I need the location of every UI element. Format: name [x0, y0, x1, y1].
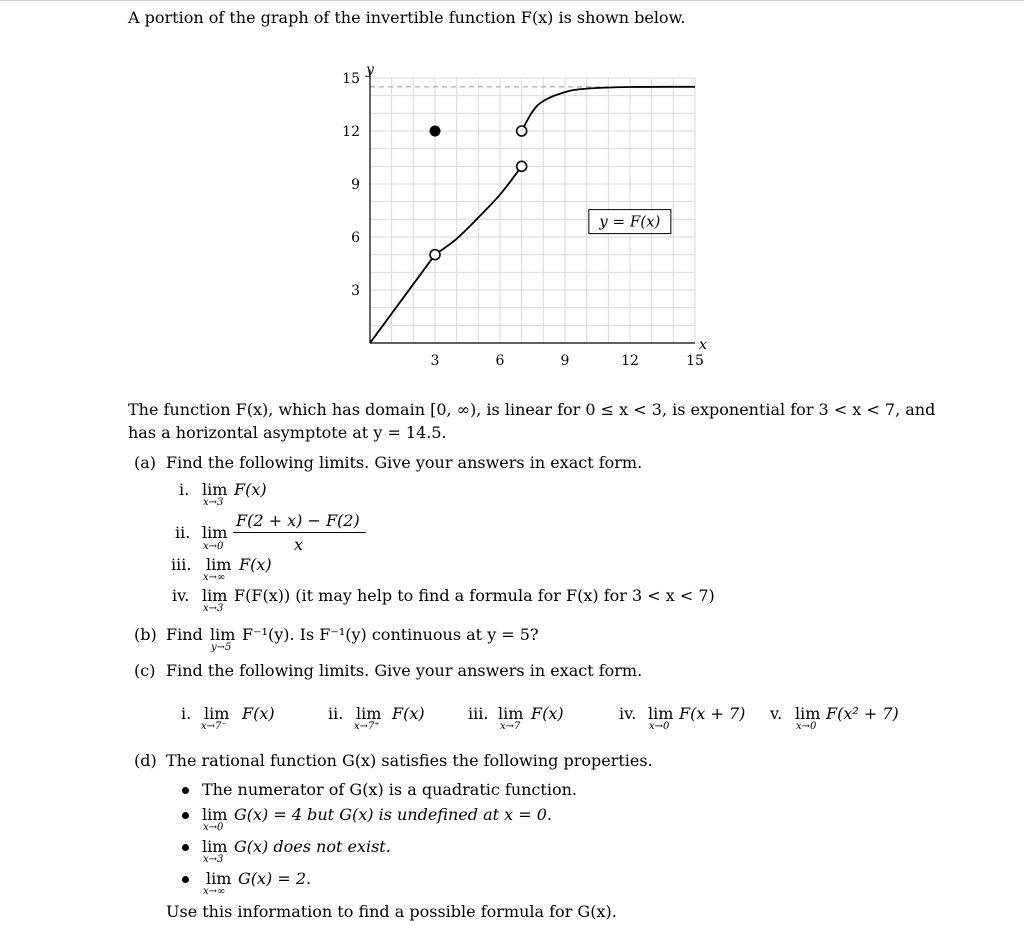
part-a-label: (a)	[134, 453, 157, 472]
y-tick-label: 15	[342, 71, 360, 87]
y-axis-label: y	[366, 62, 374, 78]
a-ii-lim: lim	[202, 523, 228, 542]
y-tick-label: 3	[351, 283, 360, 299]
c-iv-sub: x→0	[649, 721, 670, 732]
c-v-sub: x→0	[796, 721, 817, 732]
top-rule	[0, 0, 1024, 1]
c-iv-lim: lim	[648, 704, 674, 723]
curve-linear	[370, 255, 435, 343]
a-ii-denominator: x	[294, 535, 304, 554]
d-b2-lim: lim	[202, 805, 228, 824]
a-ii-sub: x→0	[203, 541, 224, 552]
closed-point	[430, 126, 441, 137]
d-final-text: Use this information to find a possible formula for G(x).	[166, 902, 617, 921]
c-i-number: i.	[181, 704, 192, 723]
c-iv-number: iv.	[619, 704, 637, 723]
x-tick-label: 3	[430, 353, 440, 369]
part-b-label: (b)	[134, 625, 157, 644]
a-iv-number: iv.	[172, 586, 190, 605]
d-b4-sub: x→∞	[203, 886, 226, 897]
d-b4-expr: G(x) = 2.	[238, 869, 312, 888]
d-bullet-1-text: The numerator of G(x) is a quadratic function.	[202, 780, 577, 799]
a-ii-number: ii.	[175, 523, 191, 542]
part-b-find: Find	[166, 625, 203, 644]
open-point	[517, 161, 527, 171]
a-iii-expr: F(x)	[239, 555, 272, 574]
part-b-expr: F⁻¹(y). Is F⁻¹(y) continuous at y = 5?	[242, 625, 539, 644]
part-b-lim: lim	[210, 625, 236, 644]
part-d-label: (d)	[134, 751, 157, 770]
a-iii-number: iii.	[171, 555, 192, 574]
d-b2-sub: x→0	[203, 822, 224, 833]
part-a-text: Find the following limits. Give your answers in exact form.	[166, 453, 643, 472]
c-ii-sub: x→7⁺	[354, 721, 380, 732]
a-iv-expr: F(F(x)) (it may help to find a formula for F(x) for 3 < x < 7)	[234, 586, 715, 605]
part-c-label: (c)	[134, 661, 156, 680]
x-tick-label: 9	[560, 353, 570, 369]
c-iii-sub: x→7	[500, 721, 521, 732]
c-iii-number: iii.	[468, 704, 489, 723]
legend	[589, 210, 671, 234]
c-ii-lim: lim	[356, 704, 382, 723]
bullet-1	[182, 787, 189, 794]
c-i-sub: x→7⁻	[201, 721, 227, 732]
c-iii-expr: F(x)	[531, 704, 564, 723]
a-i-number: i.	[179, 480, 190, 499]
d-b4-lim: lim	[206, 869, 232, 888]
a-iii-sub: x→∞	[203, 572, 226, 583]
d-b3-expr: G(x) does not exist.	[234, 837, 391, 856]
function-graph	[330, 48, 710, 378]
a-i-lim: lim	[202, 480, 228, 499]
a-i-expr: F(x)	[234, 480, 267, 499]
part-b-sub: y→5	[211, 642, 232, 653]
bullet-4	[182, 876, 189, 883]
open-point	[430, 250, 440, 260]
c-i-expr: F(x)	[242, 704, 275, 723]
c-v-number: v.	[770, 704, 783, 723]
c-ii-expr: F(x)	[392, 704, 425, 723]
d-b3-lim: lim	[202, 837, 228, 856]
c-v-expr: F(x² + 7)	[826, 704, 899, 723]
y-tick-label: 9	[351, 177, 360, 193]
d-b2-expr: G(x) = 4 but G(x) is undefined at x = 0.	[234, 805, 552, 824]
a-iv-lim: lim	[202, 586, 228, 605]
a-ii-numerator: F(2 + x) − F(2)	[236, 511, 360, 530]
intro-text: A portion of the graph of the invertible function F(x) is shown below.	[128, 8, 686, 27]
x-tick-label: 15	[686, 353, 704, 369]
description-line-2: has a horizontal asymptote at y = 14.5.	[128, 423, 447, 442]
y-tick-label: 6	[351, 230, 360, 246]
part-c-text: Find the following limits. Give your answers in exact form.	[166, 661, 643, 680]
c-iv-expr: F(x + 7)	[679, 704, 746, 723]
a-iii-lim: lim	[206, 555, 232, 574]
d-b3-sub: x→3	[203, 854, 224, 865]
x-tick-label: 12	[621, 353, 639, 369]
bullet-2	[182, 812, 189, 819]
c-i-lim: lim	[204, 704, 230, 723]
x-axis-label: x	[699, 337, 707, 353]
legend-label: y = F(x)	[599, 212, 661, 231]
c-ii-number: ii.	[328, 704, 344, 723]
a-i-sub: x→3	[203, 497, 224, 508]
x-tick-label: 6	[495, 353, 505, 369]
y-tick-label: 12	[342, 124, 360, 140]
open-point	[517, 126, 527, 136]
description-line-1: The function F(x), which has domain [0, ∞), is linear for 0 ≤ x < 3, is exponential for 3 < x < 7, and	[128, 400, 936, 419]
a-iv-sub: x→3	[203, 603, 224, 614]
c-iii-lim: lim	[498, 704, 524, 723]
c-v-lim: lim	[795, 704, 821, 723]
fraction-bar	[233, 532, 366, 533]
bullet-3	[182, 844, 189, 851]
part-d-text: The rational function G(x) satisfies the following properties.	[166, 751, 653, 770]
